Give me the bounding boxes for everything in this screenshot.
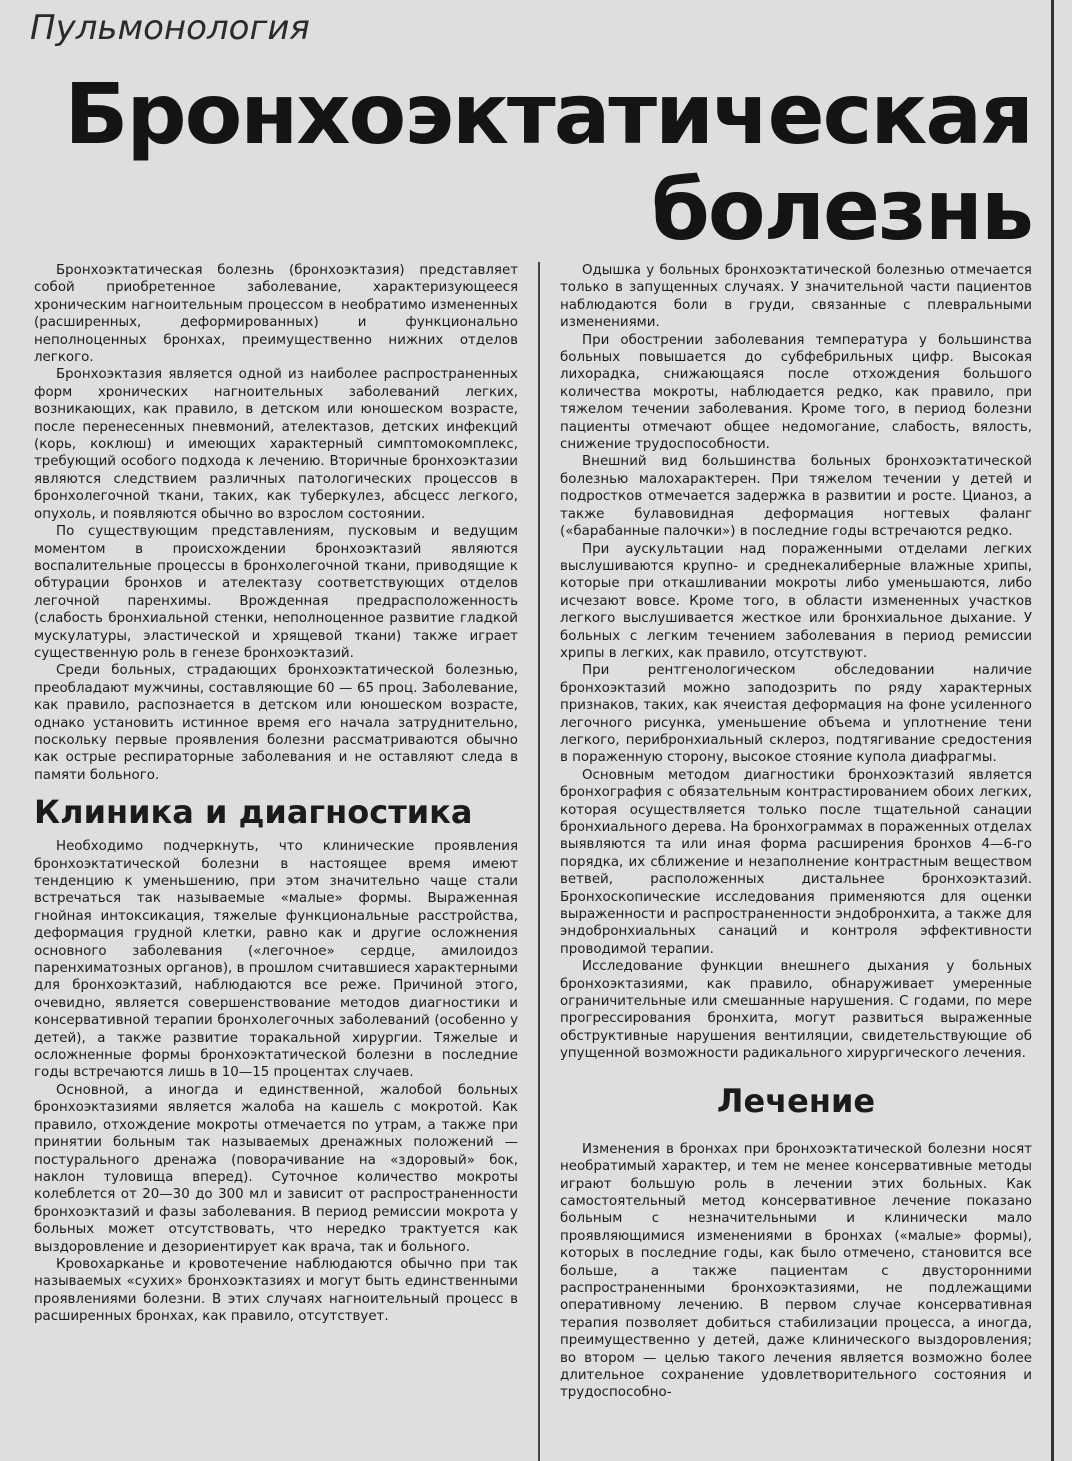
paragraph: Бронхоэктатическая болезнь (бронхоэктазия) представляет собой приобретенное заболевание, характеризующееся хроническим нагноительным процессом в необратимо измененных (расширенных, деформированных) и функционально неполноценных бронхах, преимущественно нижних отделов легкого.: [34, 263, 518, 366]
paragraph: При рентгенологическом обследовании наличие бронхоэктазий можно заподозрить по ряду характерных признаков, таких, как ячеистая деформация на фоне усиленного легочного рисунка, уменьшение объема и уплотнение тени легкого, перибронхиальный склероз, подтягивание средостения в пораженную сторону, высокое стояние купола диафрагмы.: [560, 663, 1032, 766]
paragraph: Необходимо подчеркнуть, что клинические проявления бронхоэктатической болезни в настоящее время имеют тенденцию к уменьшению, при этом значительно чаще стали встречаться так называемые «малые» формы. Выраженная гнойная интоксикация, тяжелые функциональные расстройства, деформация грудной клетки, равно как и другие осложнения основного заболевания («легочное» сердце, амилоидоз паренхиматозных органов), в прошлом считавшиеся характерными для бронхоэктазий, наблюдаются все реже. Причиной этого, очевидно, является совершенствование методов диагностики и консервативной терапии бронхолегочных заболеваний (особенно у детей), а также развитие торакальной хирургии. Тяжелые и осложненные формы бронхоэктатической болезни в последние годы встречаются лишь в 10—15 процентах случаев.: [34, 839, 518, 1081]
subheading-clinic: Клиника и диагностика: [34, 793, 473, 832]
paragraph: Кровохарканье и кровотечение наблюдаются обычно при так называемых «сухих» бронхоэктазиях и могут быть единственными проявлениями болезни. В этих случаях нагноительный процесс в расширенных бронхах, как правило, отсутствует.: [34, 1256, 518, 1325]
paragraph: Среди больных, страдающих бронхоэктатической болезнью, преобладают мужчины, составляющие 60 — 65 проц. Заболевание, как правило, распознается в детском или юношеском возрасте, однако установить истинное время его начала затруднительно, поскольку первые проявления болезни рассматриваются обычно как острые респираторные заболевания и не оставляют следа в памяти больного.: [34, 663, 518, 783]
article-headline: [64, 66, 1032, 258]
right-column: [560, 262, 1032, 1402]
paragraph: По существующим представлениям, пусковым и ведущим моментом в происхождении бронхоэктазий являются воспалительные процессы в бронхолегочной ткани, приводящие к обтурации бронхов и ателектазу соответствующих отделов легочной паренхимы. Врожденная предрасположенность (слабость бронхиальной стенки, неполноценное развитие гладкой мускулатуры, эластической и хрящевой ткани) также играет существенную роль в генезе бронхоэктазий.: [34, 524, 518, 661]
paragraph: Внешний вид большинства больных бронхоэктатической болезнью малохарактерен. При тяжелом течении у детей и подростков отмечается задержка в развитии и росте. Цианоз, а также булавовидная деформация ногтевых фаланг («барабанные палочки») в последние годы встречаются редко.: [560, 454, 1032, 540]
paragraph: При аускультации над пораженными отделами легких выслушиваются крупно- и среднекалиберные влажные хрипы, которые при откашливании мокроты либо уменьшаются, либо исчезают вовсе. Кроме того, в области измененных участков легкого выслушивается жесткое или бронхиальное дыхание. У больных с легким течением заболевания в период ремиссии хрипы в легких, как правило, отсутствуют.: [560, 541, 1032, 661]
paragraph: Изменения в бронхах при бронхоэктатической болезни носят необратимый характер, и тем не менее консервативные методы играют большую роль в лечении этих больных. Как самостоятельный метод консервативное лечение показано больным с незначительными и клинически мало проявляющимися изменениями в бронхах («малые» формы), которых в последние годы, как было отмечено, становится все больше, а также пациентам с двусторонними распространенными бронхоэктазиями, не подлежащими оперативному лечению. В первом случае консервативная терапия позволяет добиться стабилизации процесса, а иногда, преимущественно у детей, даже клинического выздоровления; во втором — целью такого лечения является возможно более длительное сохранение удовлетворительного состояния и трудоспособно-: [560, 1141, 1032, 1401]
headline-line-1: Бронхоэктатическая: [64, 65, 1032, 163]
rubric-label: Пульмонология: [30, 8, 310, 48]
left-column: [34, 262, 518, 1326]
paragraph: Исследование функции внешнего дыхания у больных бронхоэктазиями, как правило, обнаруживает умеренные ограничительные или смешанные нарушения. С годами, по мере прогрессирования бронхита, могут развиться выраженные обструктивные нарушения вентиляции, свидетельствующие об упущенной возможности радикального хирургического лечения.: [560, 959, 1032, 1062]
subheading-treatment: Лечение: [716, 1081, 876, 1120]
paragraph: Основной, а иногда и единственной, жалобой больных бронхоэктазиями является жалоба на кашель с мокротой. Как правило, отхождение мокроты отмечается по утрам, а также при принятии больным так называемых дренажных положений — постурального дренажа (поворачивание на «здоровый» бок, наклон туловища вперед). Суточное количество мокроты колеблется от 20—30 до 300 мл и зависит от распространенности бронхоэктазий и фазы заболевания. В период ремиссии мокрота у больных может отсутствовать, что нередко трактуется как выздоровление и дезориентирует как врача, так и больного.: [34, 1082, 518, 1255]
page-edge-rule: [1051, 0, 1054, 1461]
paragraph: Бронхоэктазия является одной из наиболее распространенных форм хронических нагноительных заболеваний легких, возникающих, как правило, в детском или юношеском возрасте, после перенесенных пневмоний, ателектазов, детских инфекций (корь, коклюш) и имеющих характерный симптомокомплекс, требующий особого подхода к лечению. Вторичные бронхоэктазии являются следствием различных патологических процессов в бронхолегочной ткани, таких, как туберкулез, абсцесс легкого, опухоль, и появляются обычно во взрослом состоянии.: [34, 367, 518, 522]
paragraph: Основным методом диагностики бронхоэктазий является бронхография с обязательным контрастированием обоих легких, которая осуществляется только после тщательной санации бронхиального дерева. На бронхограммах в пораженных отделах выявляются та или иная форма расширения бронхов 4—6-го порядка, их сближение и незаполнение контрастным веществом ветвей, расположенных дистальнее бронхоэктазий. Бронхоскопические исследования применяются для оценки выраженности и распространенности эндобронхита, а также для эндобронхиальных санаций и контроля эффективности проводимой терапии.: [560, 767, 1032, 957]
headline-line-2: болезнь: [651, 161, 1032, 259]
paragraph: Одышка у больных бронхоэктатической болезнью отмечается только в запущенных случаях. У значительной части пациентов наблюдаются боли в груди, связанные с плевральными изменениями.: [560, 263, 1032, 331]
column-divider: [538, 262, 540, 1461]
paragraph: При обострении заболевания температура у большинства больных повышается до субфебрильных цифр. Высокая лихорадка, снижающаяся после отхождения большого количества мокроты, наблюдается редко, как правило, при тяжелом течении заболевания. Кроме того, в период болезни пациенты отмечают общее недомогание, слабость, вялость, снижение трудоспособности.: [560, 332, 1032, 453]
